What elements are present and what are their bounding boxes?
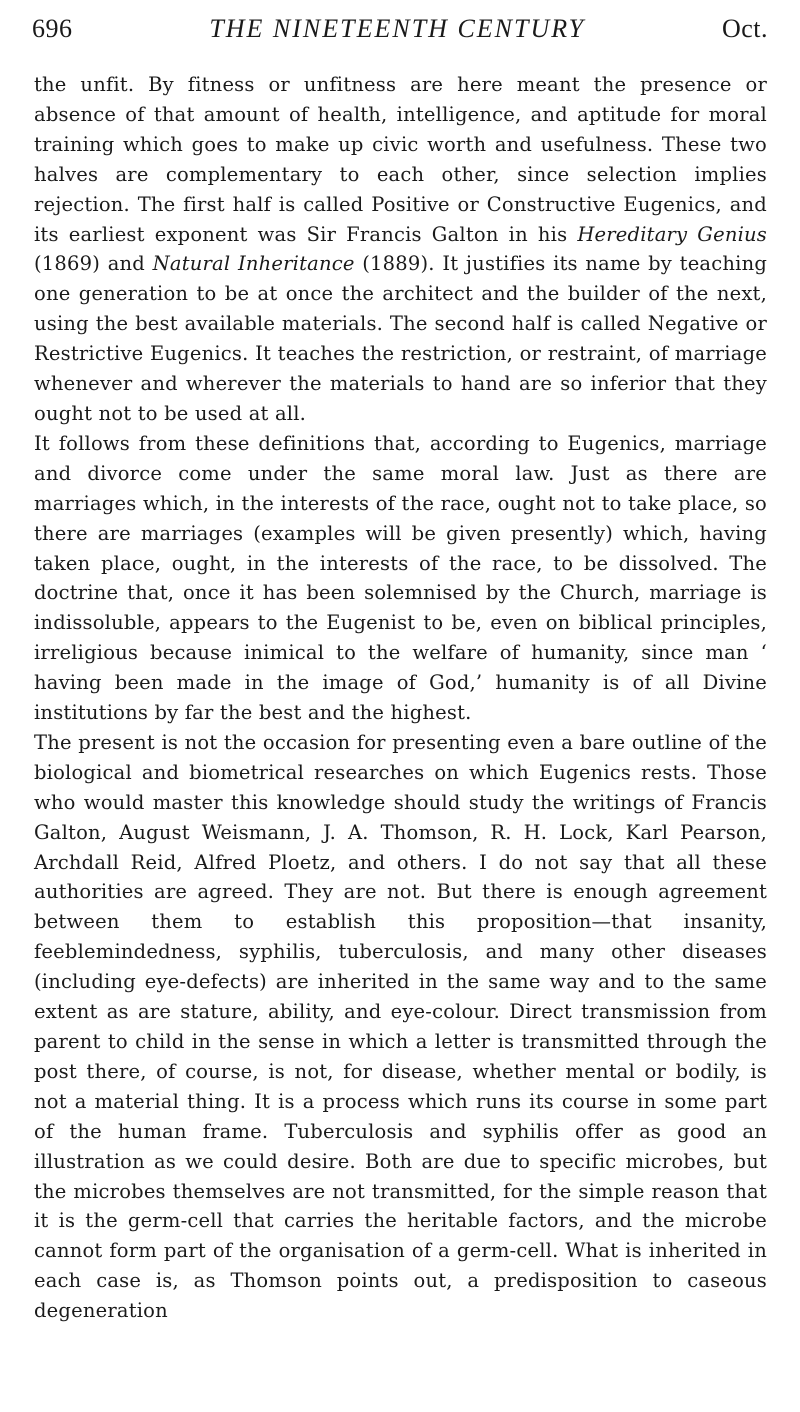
book-title-natural-inheritance: Natural Inheritance: [152, 252, 355, 276]
text-segment: (1889). It justifies its name by teaching one generation to be at once the architect and the builder of the next, using the best available materials. The second half is called Negative or Restrictive Eugenics. It teaches the restriction, or restraint, of marriage whenever and wherever the materials to hand are so inferior that they ought not to be used at all.: [34, 252, 768, 425]
page-number: 696: [32, 14, 73, 43]
issue-month: Oct.: [721, 14, 768, 43]
article-body: [34, 70, 767, 1326]
text-segment: (1869) and: [34, 252, 153, 276]
journal-title: THE NINETEENTH CENTURY: [209, 14, 586, 43]
running-head: [32, 14, 768, 50]
paragraph-3: [34, 728, 767, 1326]
text-segment: The present is not the occasion for presenting even a bare outline of the biological and biometrical researches on which Eugenics rests. Those who would master this knowledge should study the writings of Francis Galton, August Weismann, J. A. Thomson, R. H. Lock, Karl Pearson, Archdall Reid, Alfred Ploetz, and others. I do not say that all these authorities are agreed. They are not. But there is enough agreement between them to establish this proposition—that insanity, feeblemindedness, syphilis, tuberculosis, and many other diseases (including eye-defects) are inherited in the same way and to the same extent as are stature, ability, and eye-colour. Direct transmission from parent to child in the sense in which a letter is transmitted through the post there, of course, is not, for disease, whether mental or bodily, is not a material thing. It is a process which runs its course in some part of the human frame. Tuberculosis and syphilis offer as good an illustration as we could desire. Both are due to specific microbes, but the microbes themselves are not transmitted, for the simple reason that it is the germ-cell that carries the heritable factors, and the microbe cannot form part of the organisation of a germ-cell. What is inherited in each case is, as Thomson points out, a predisposition to caseous degeneration: [34, 730, 767, 1323]
text-segment: the unfit. By fitness or unfitness are here meant the presence or absence of that amount of health, intelligence, and aptitude for moral training which goes to make up civic worth and usefulness. These two halves are complementary to each other, since selection implies rejection. The first half is called Positive or Constructive Eugenics, and its earliest exponent was Sir Francis Galton in his: [34, 73, 767, 246]
paragraph-1: [34, 70, 767, 429]
paragraph-2: [34, 429, 767, 728]
text-segment: It follows from these definitions that, according to Eugenics, marriage and divorce come under the same moral law. Just as there are marriages which, in the interests of the race, ought not to take place, so there are marriages (examples will be given presently) which, having taken place, ought, in the interests of the race, to be dissolved. The doctrine that, once it has been solemnised by the Church, marriage is indissoluble, appears to the Eugenist to be, even on biblical principles, irreligious because inimical to the welfare of humanity, since man ‘ having been made in the image of God,’ humanity is of all Divine institutions by far the best and the highest.: [34, 431, 767, 725]
book-title-hereditary-genius: Hereditary Genius: [577, 222, 767, 246]
